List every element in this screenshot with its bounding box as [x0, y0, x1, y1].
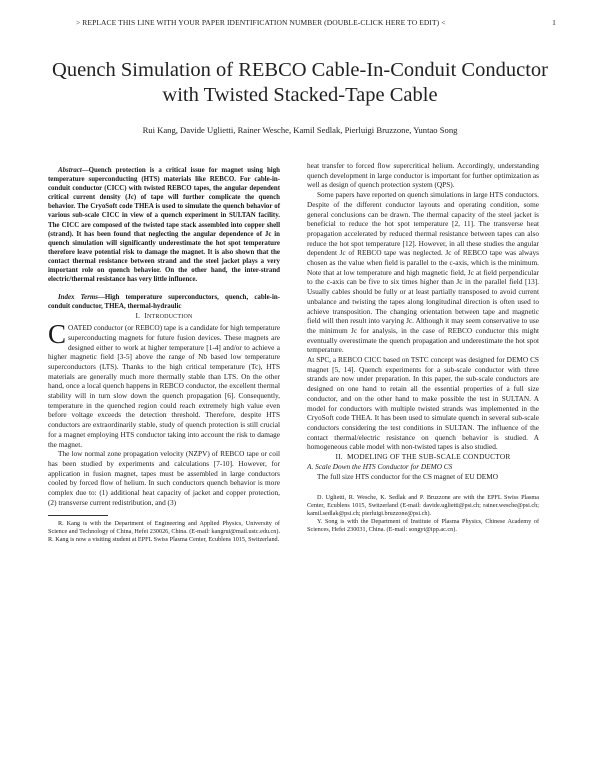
- intro-paragraph-4: Some papers have reported on quench simulations in large HTS conductors. Despite of the different conductor layouts and operating condition, some general conclusions can be drawn. The thermal capacity of the steel jacket is beneficial to reduce the hot spot temperature [2, 11]. The transverse heat propagation accelerated by reduced thermal resistance between tapes can also reduce the hot spot temperature [12]. However, in all these studies the angular dependent Jc of REBCO tape was neglected. Jc of REBCO tape was always chosen as the value when field is parallel to the c-axis, which is the minimum. Note that at low temperature and high magnetic field, Jc at field perpendicular to the c-axis can be five to six times higher than Jc in the parallel field [13]. Usually cables should be fully or at least partially transposed to avoid current unbalance and twisting the tapes along longitudinal direction is often used to achieve transposition. The changing orientation between tape and magnetic field will then result into varying Jc. Although it may seem conservative to use the minimum Jc for analysis, in the case of REBCO conductor this might eventually overestimate the quench propagation and underestimate the hot spot temperature.: [307, 190, 539, 355]
- section-heading-modeling: II. MODELING OF THE SUB-SCALE CONDUCTOR: [335, 452, 511, 462]
- abstract-lead: Abstract: [58, 167, 82, 174]
- drop-cap: C: [48, 319, 67, 350]
- footnote-right-1: D. Uglietti, R. Wesche, K. Sedlak and P. Bruzzone are with the EPFL Swiss Plasma Center, Ecublens 1015, Switzerland (E-mail: davide.uglietti@psi.ch; rainer.wesche@psi.ch; kamil.sedlak@psi.ch; pierluigi.bruzzone@psi.ch).: [307, 494, 539, 518]
- index-terms: [48, 293, 280, 311]
- abstract: [48, 166, 280, 284]
- intro-paragraph-2: The low normal zone propagation velocity (NZPV) of REBCO tape or coil has been studied by experiments and calculations [7-10]. However, for application in fusion magnet, tapes must be assembled in large conductors cooled by forced flow of helium. In such conductors quench behavior is more complex due to: (1) additional heat capacity of jacket and copper protection, (2) transverse current redistribution, and (3): [48, 449, 280, 507]
- left-column: [48, 166, 280, 544]
- footnote-rule: [48, 515, 108, 516]
- author-list: Rui Kang, Davide Uglietti, Rainer Wesche, Kamil Sedlak, Pierluigi Bruzzone, Yuntao Song: [142, 125, 458, 135]
- section-heading-introduction: I. INTRODUCTION: [135, 311, 193, 321]
- intro-paragraph-5: At SPC, a REBCO CICC based on TSTC concept was designed for DEMO CS magnet [5, 14]. Quench experiments for a sub-scale conductor with three strands are now under preparation. In this paper, the sub-scale conductors are designed on one hand to retain all the essential properties of a full size conductor, and on the other hand to make possible the test in SULTAN. A model for conductors with multiple twisted strands was implemented in the CryoSoft code THEA. It has been used to simulate quench in several sub-scale conductors considering the test conditions in SULTAN. The influence of the contact thermal/electric resistance on quench behavior is studied. A homogeneous cable model with non-twisted tapes is also studied.: [307, 355, 539, 452]
- index-terms-lead: Index Terms: [58, 294, 98, 302]
- footnote-right-2: Y. Song is with the Department of Institute of Plasma Physics, Chinese Academy of Sciences, Hefei 230031, China. (E-mail: songyt@ipp.ac.cn).: [307, 518, 539, 534]
- intro-paragraph-1: COATED conductor (or REBCO) tape is a candidate for high temperature superconducting magnets for future fusion devices. These magnets are designed either to work at higher temperature [1-4] and/or to achieve a higher magnetic field [3-5] above the range of Nb based low temperature superconductors (LTS). Thanks to the high critical temperature (Tc), HTS materials are generally much more thermally stable than LTS. On the other hand, once a local quench happens in REBCO conductor, the excellent thermal stability will in turn slow down the quench propagation [6]. Consequently, temperature in the quenched region could reach extremely high value even before voltage exceeds the detection threshold. Therefore, despite HTS conductors are extraordinarily stable, study of quench protection is still crucial for a magnet employing HTS conductor taking into account the risk to damage the magnet.: [48, 319, 280, 449]
- abstract-text: —Quench protection is a critical issue for magnet using high temperature superconducting (HTS) materials like REBCO. For cable-in-conduit conductor (CICC) with twisted REBCO tapes, the angular dependent critical current density (Jc) of tape will further complicate the quench behavior. The CryoSoft code THEA is used to simulate the quench behavior of various sub-scale CICC in view of a quench experiment in SULTAN facility. The CICC are composed of the twisted tape stack assembled into copper shell (strand). It has been found that neglecting the angular dependence of Jc in quench simulation will significantly underestimate the hot spot temperature therefore leave potential risk to damage the magnet. It is also shown that the contact thermal resistance between strand and the steel jacket plays a very important role on quench behavior. On the other hand, the inter-strand electric/thermal resistance has very little influence.: [48, 167, 280, 284]
- right-column: [307, 161, 539, 534]
- modeling-paragraph-1: The full size HTS conductor for the CS magnet of EU DEMO: [317, 471, 498, 481]
- footnote-left-1: R. Kang is with the Department of Engineering and Applied Physics, University of Science and Technology of China, Hefei 230026, China. (E-mail: kangrui@mail.ustc.edu.cn). R. Kang is now a visiting student at EPFL Swiss Plasma Center, Ecublens 1015, Switzerland.: [48, 520, 280, 544]
- page-number: 1: [552, 18, 556, 27]
- intro-paragraph-3: heat transfer to forced flow supercritical helium. Accordingly, understanding quench development in large conductor is important for further optimization as well as design of quench protection system (QPS).: [307, 161, 539, 190]
- index-terms-text: —High temperature superconductors, quench, cable-in-conduit conductor, THEA, thermal-hydraulic: [48, 294, 280, 311]
- paper-id-line: > REPLACE THIS LINE WITH YOUR PAPER IDENTIFICATION NUMBER (DOUBLE-CLICK HERE TO EDIT) <: [76, 18, 446, 27]
- running-header: [76, 18, 556, 27]
- subsection-heading-a: A. Scale Down the HTS Conductor for DEMO CS: [307, 461, 453, 471]
- paper-title: Quench Simulation of REBCO Cable-In-Conduit Conductor with Twisted Stacked-Tape Cable: [52, 59, 548, 106]
